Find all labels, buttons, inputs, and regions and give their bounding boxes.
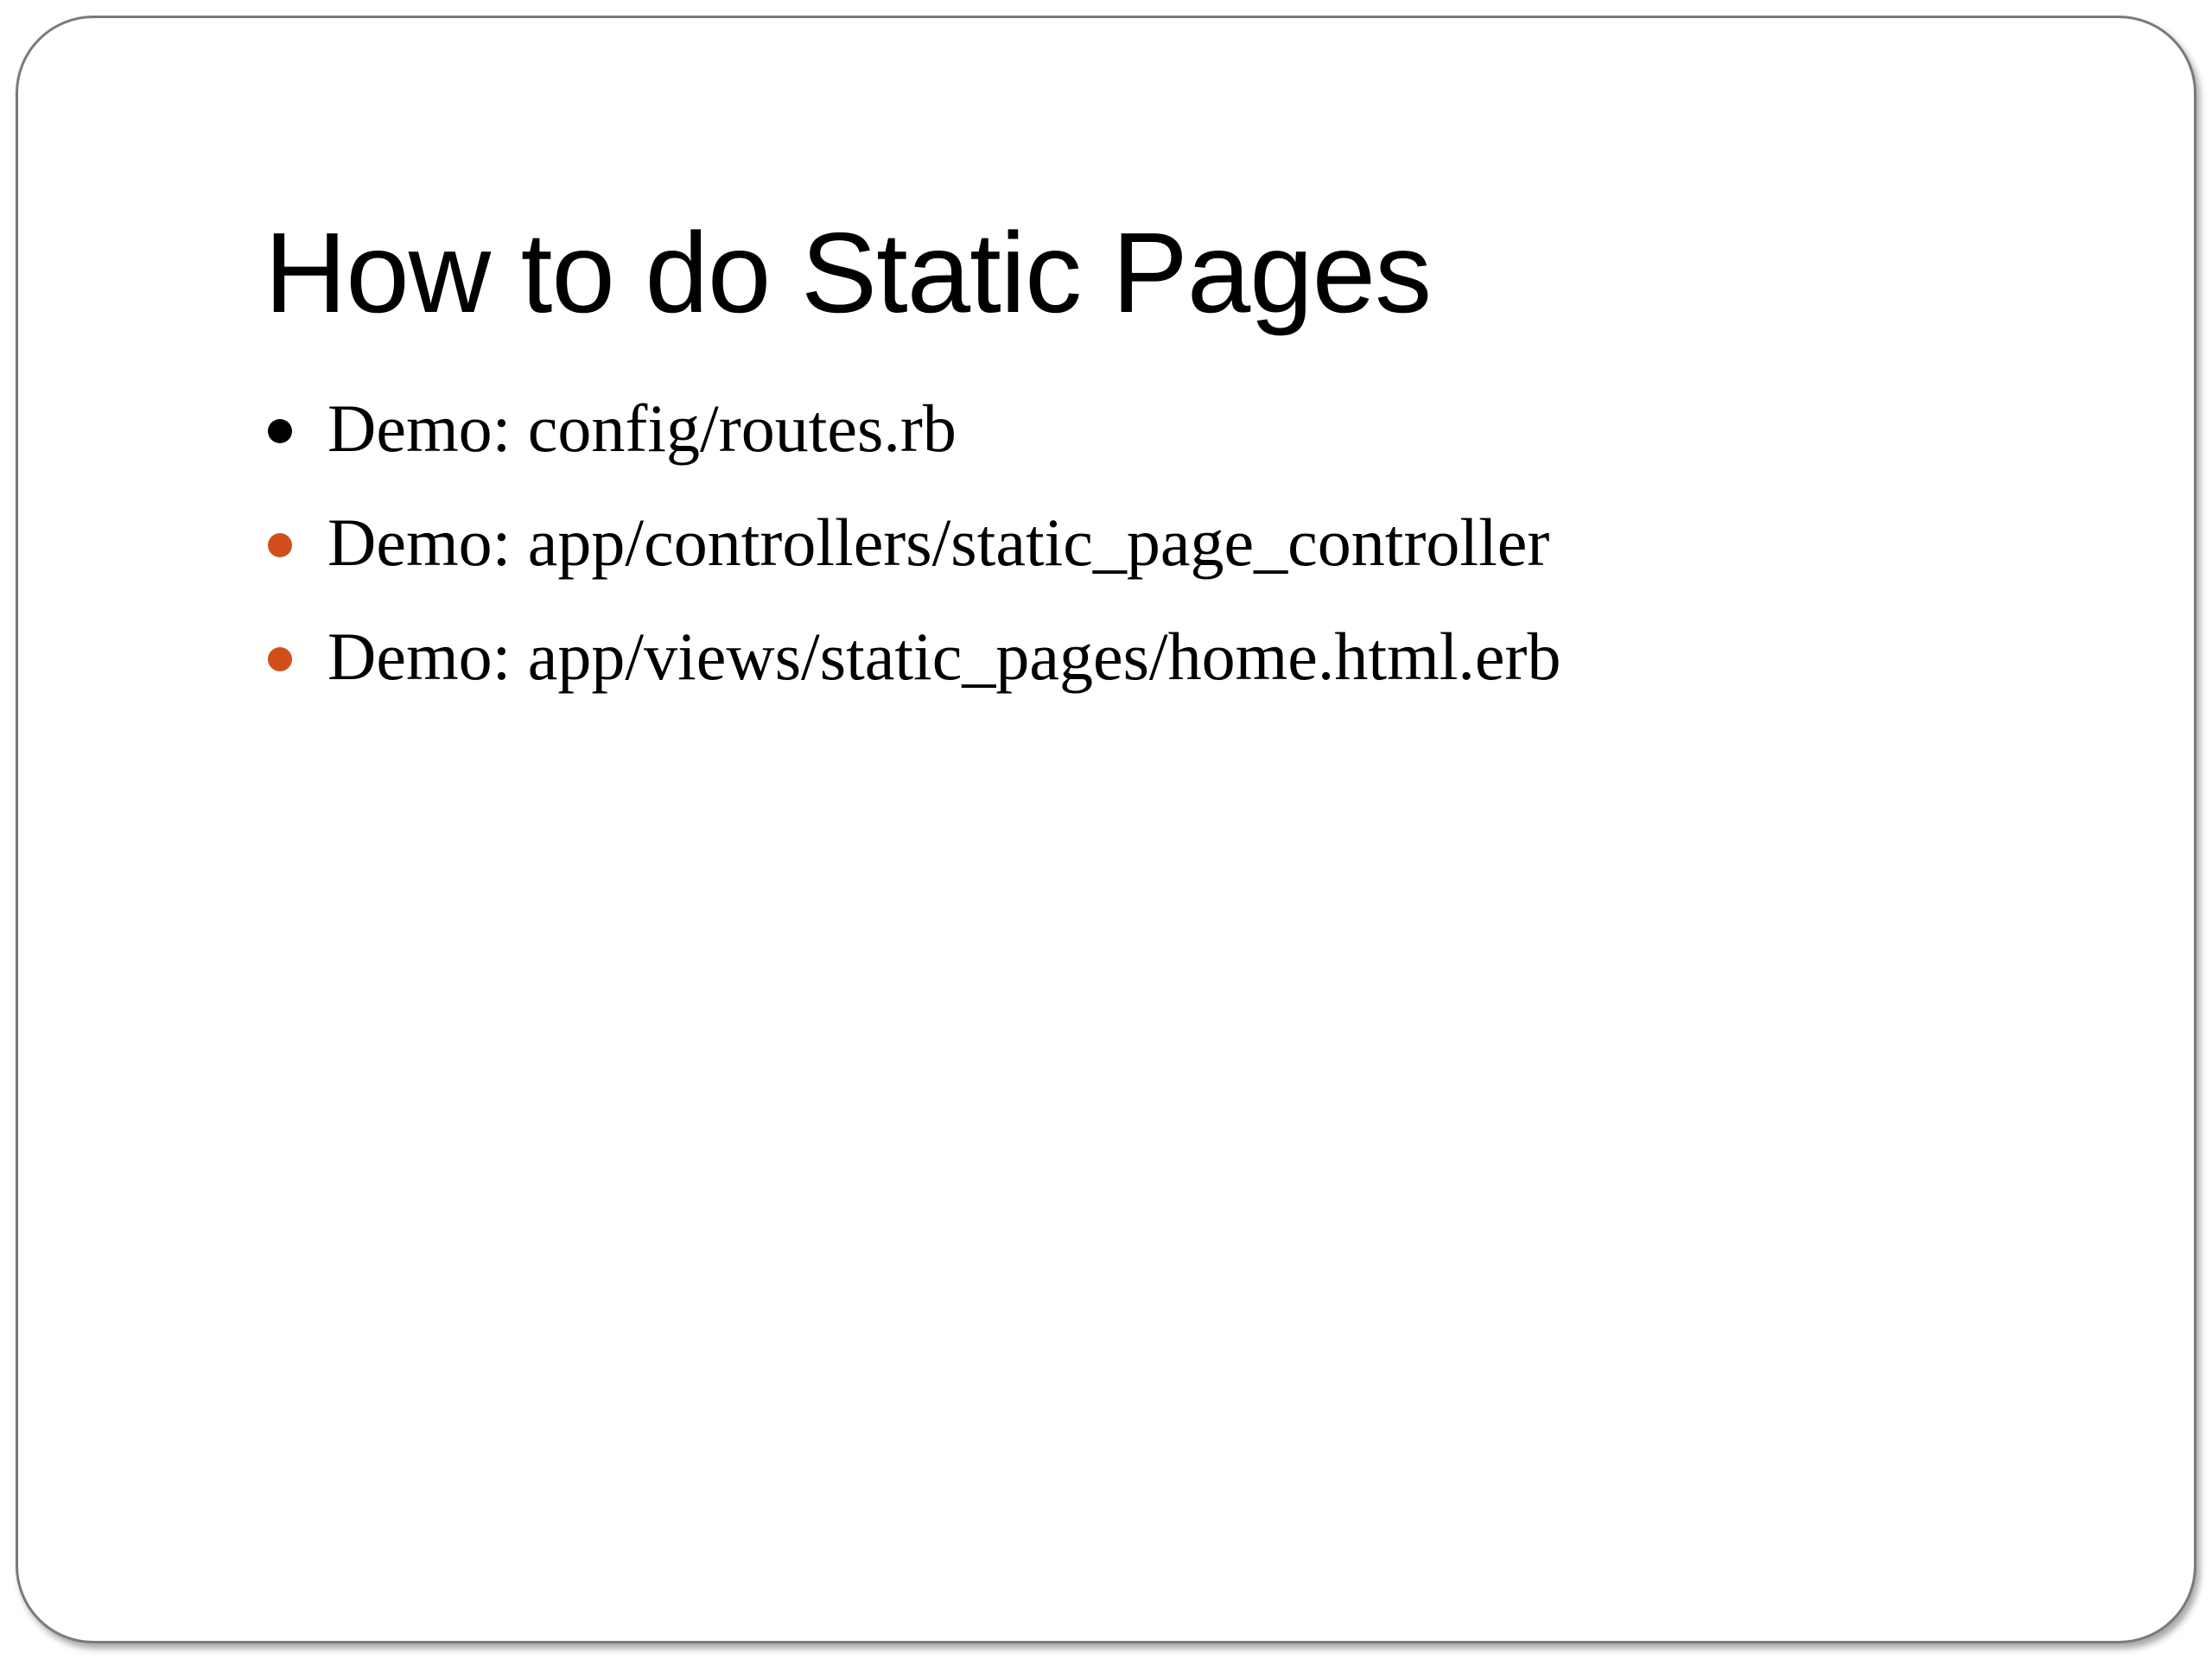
bullet-dot-icon	[268, 419, 292, 443]
bullet-text: Demo: config/routes.rb	[327, 391, 957, 466]
slide-frame	[16, 16, 2196, 1643]
slide-title: How to do Static Pages	[264, 209, 1432, 336]
bullet-dot-icon	[268, 533, 292, 557]
bullet-text: Demo: app/views/static_pages/home.html.erb	[327, 619, 1561, 694]
bullet-text: Demo: app/controllers/static_page_controller	[327, 505, 1550, 580]
bullet-dot-icon	[268, 647, 292, 671]
